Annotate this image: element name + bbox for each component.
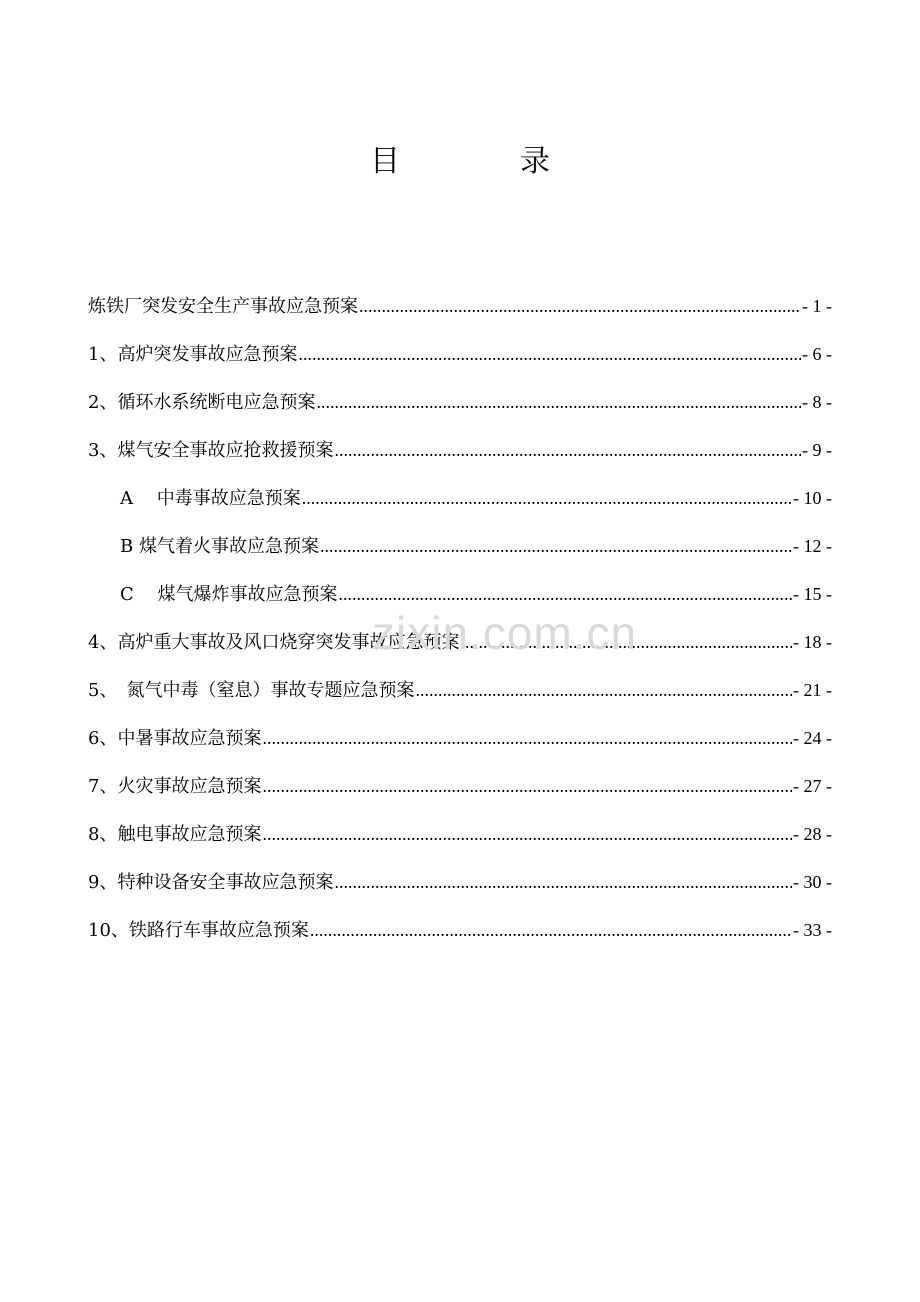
toc-dot-leader xyxy=(262,816,792,852)
toc-entry-page: - 12 - xyxy=(793,536,832,556)
toc-entry-label: 7、火灾事故应急预案 xyxy=(88,776,262,797)
toc-entry-label: 2、循环水系统断电应急预案 xyxy=(88,392,316,413)
title-char-1: 目 xyxy=(370,144,400,179)
toc-entry[interactable] xyxy=(88,816,832,864)
toc-dot-leader xyxy=(262,720,792,756)
toc-entry-page: - 28 - xyxy=(793,824,832,844)
toc-entry[interactable] xyxy=(88,624,832,672)
toc-entry[interactable] xyxy=(88,384,832,432)
toc-entry[interactable] xyxy=(88,432,832,480)
toc-entry-label: 4、高炉重大事故及风口烧穿突发事故应急预案 xyxy=(88,632,460,653)
toc-dot-leader xyxy=(339,576,793,612)
toc-entry[interactable] xyxy=(88,912,832,960)
toc-entry[interactable] xyxy=(88,336,832,384)
toc-entry-page: - 24 - xyxy=(793,728,832,748)
toc-entry[interactable] xyxy=(88,672,832,720)
toc-entry-page: - 6 - xyxy=(802,344,832,364)
toc-entry[interactable] xyxy=(88,288,832,336)
toc-entry-label: 3、煤气安全事故应抢救援预案 xyxy=(88,440,334,461)
title-char-2: 录 xyxy=(520,144,550,179)
page-title xyxy=(0,140,920,184)
toc-entry[interactable] xyxy=(88,576,832,624)
toc-dot-leader xyxy=(310,912,792,948)
toc-entry-label: 炼铁厂突发安全生产事故应急预案 xyxy=(88,296,358,317)
toc-dot-leader xyxy=(334,432,801,468)
watermark: zixin.com.cn xyxy=(372,607,638,659)
toc-entry-label: 6、中暑事故应急预案 xyxy=(88,728,262,749)
toc-entry-page: - 21 - xyxy=(793,680,832,700)
toc-entry-page: - 15 - xyxy=(793,584,832,604)
toc-entry[interactable] xyxy=(88,720,832,768)
toc-dot-leader xyxy=(359,288,801,324)
toc-entry-page: - 18 - xyxy=(793,632,832,652)
table-of-contents xyxy=(88,288,832,960)
toc-dot-leader xyxy=(320,528,792,564)
toc-entry[interactable] xyxy=(88,768,832,816)
toc-entry-page: - 9 - xyxy=(802,440,832,460)
toc-entry-label: 10、铁路行车事故应急预案 xyxy=(88,920,309,941)
toc-entry-label: 1、高炉突发事故应急预案 xyxy=(88,344,298,365)
toc-entry[interactable] xyxy=(88,480,832,528)
toc-entry[interactable] xyxy=(88,864,832,912)
toc-dot-leader xyxy=(460,624,792,660)
toc-dot-leader xyxy=(262,768,792,804)
toc-entry-label: A 中毒事故应急预案 xyxy=(120,488,301,509)
toc-entry-page: - 27 - xyxy=(793,776,832,796)
toc-entry-page: - 30 - xyxy=(793,872,832,892)
toc-entry-page: - 8 - xyxy=(802,392,832,412)
toc-dot-leader xyxy=(298,336,801,372)
toc-entry[interactable] xyxy=(88,528,832,576)
toc-dot-leader xyxy=(316,384,801,420)
toc-entry-page: - 33 - xyxy=(793,920,832,940)
toc-entry-page: - 10 - xyxy=(793,488,832,508)
toc-entry-label: 8、触电事故应急预案 xyxy=(88,824,262,845)
toc-entry-label: 9、特种设备安全事故应急预案 xyxy=(88,872,334,893)
toc-entry-label: C 煤气爆炸事故应急预案 xyxy=(120,584,338,605)
toc-dot-leader xyxy=(334,864,792,900)
toc-entry-label: B 煤气着火事故应急预案 xyxy=(120,536,319,557)
toc-entry-label: 5、 氮气中毒（窒息）事故专题应急预案 xyxy=(88,680,415,701)
toc-entry-page: - 1 - xyxy=(802,296,832,316)
toc-dot-leader xyxy=(302,480,792,516)
toc-dot-leader xyxy=(415,672,792,708)
